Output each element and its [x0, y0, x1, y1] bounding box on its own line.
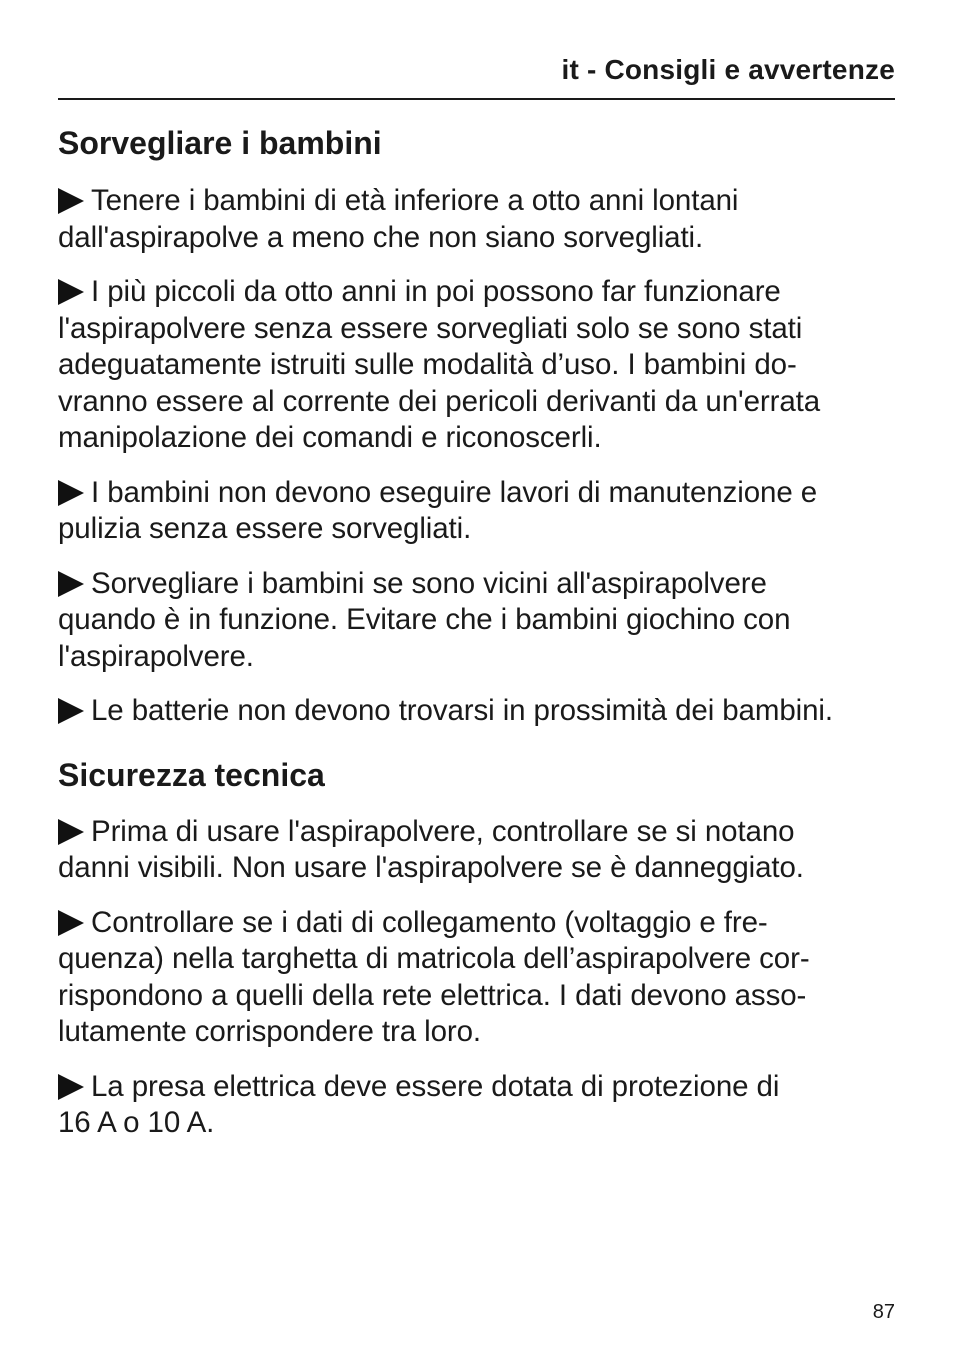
section-heading: Sorvegliare i bambini [58, 125, 382, 161]
warning-paragraph: Tenere i bambini di età inferiore a otto anni lontani dall'aspirapolve a meno che non siano sorvegliati. [58, 184, 739, 254]
warning-paragraph: Prima di usare l'aspirapolvere, controllare se si notano danni visibili. Non usare l'aspirapolvere se è danneggiato. [58, 814, 804, 884]
triangle-bullet-icon [58, 188, 84, 214]
triangle-bullet-icon [58, 1074, 84, 1100]
warning-paragraph: La presa elettrica deve essere dotata di protezione di 16 A o 10 A. [58, 1069, 780, 1139]
triangle-bullet-icon [58, 571, 84, 597]
section-heading: Sicurezza tecnica [58, 756, 325, 793]
section-supervise-children [58, 120, 898, 730]
warning-paragraph: Sorvegliare i bambini se sono vicini all'aspirapolvere quando è in funzione. Evitare che i bambini giochino con l'aspirapolvere. [58, 566, 791, 673]
page-header [58, 50, 895, 100]
triangle-bullet-icon [58, 819, 84, 845]
header-title: it - Consigli e avvertenze [561, 54, 895, 85]
warning-paragraph: Le batterie non devono trovarsi in prossimità dei bambini. [58, 693, 898, 730]
warning-paragraph: I più piccoli da otto anni in poi possono far funzionare l'aspirapolvere senza essere sorvegliati solo se sono stati adeguatamente istruiti sulle modalità d’uso. I bambini do- vranno essere al corrente dei pericoli derivanti da un'errata manipolazione dei comandi e riconoscerli. [58, 275, 821, 454]
triangle-bullet-icon [58, 698, 84, 724]
warning-paragraph: Controllare se i dati di collegamento (voltaggio e fre- quenza) nella targhetta di matricola dell’aspirapolvere cor- rispondono a quelli della rete elettrica. I dati devono asso- lutamente corrispondere tra loro. [58, 905, 810, 1048]
triangle-bullet-icon [58, 480, 84, 506]
page-content [58, 120, 898, 1160]
triangle-bullet-icon [58, 910, 84, 936]
section-technical-safety [58, 752, 898, 1142]
page-number: 87 [872, 1301, 895, 1323]
warning-paragraph: I bambini non devono eseguire lavori di manutenzione e pulizia senza essere sorvegliati. [58, 475, 818, 545]
triangle-bullet-icon [58, 279, 84, 305]
